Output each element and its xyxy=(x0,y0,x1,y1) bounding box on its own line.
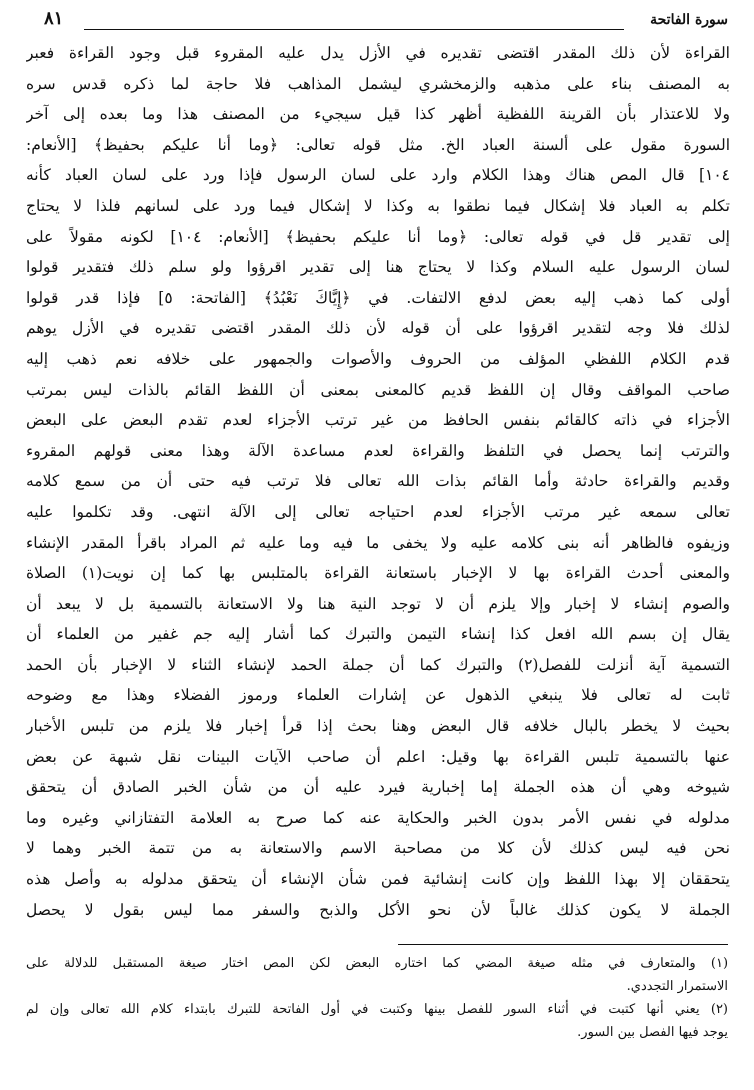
text-line: وقديم والقراءة حادثة وأما القائم بذات الله تعالى فلا ترتب فيه حتى أن من سمع كلامه xyxy=(26,472,730,491)
header-rule xyxy=(84,29,624,30)
text-line: عنها بالتسمية تلبس القراءة بها وقيل: اعلم أن صاحب الآيات البينات نقل شبهة عن بعض xyxy=(26,747,730,766)
text-line: يقال إن بسم الله افعل كذا إنشاء التيمن والتبرك كما أشار إليه جم غفير من العلماء أن xyxy=(26,625,730,644)
text-line: الجملة لا يكون كذلك غالباً لأن نحو الأكل والذبح والسفر مما ليس بقول لا يحصل xyxy=(26,900,730,919)
text-line: أولى كما ذهب إليه بعض لدفع الالتفات. في ﴿إِيَّاكَ نَعْبُدُ﴾ [الفاتحة: ٥] فإذا قدر قولوا xyxy=(26,288,730,307)
text-line: ولا للاعتذار بأن القرينة اللفظية أظهر كذا قيل سيجيء من المصنف هذا وما بعده إلى آخر xyxy=(26,105,730,124)
text-line: صاحب المواقف وقال إن اللفظ قديم كالمعنى بمعنى أن اللفظ القائم بالذات ليس بمرتب xyxy=(26,380,730,399)
page-header xyxy=(44,8,728,36)
text-line: القراءة لأن ذلك المقدر اقتضى تقديره في الأزل يدل عليه المقروء قبل وجود القراءة فعبر xyxy=(26,44,730,62)
text-line: ثابت له تعالى فلا ينبغي الذهول عن إشارات العلماء ورموز الفضلاء وهذا مع وضوحه xyxy=(26,686,730,705)
text-line: قدم الكلام اللفظي المؤلف من الحروف والأصوات والجمهور على خلافه نعم ذهب إليه xyxy=(26,349,730,368)
text-line: السورة مقول على ألسنة العباد الخ. مثل قوله تعالى: ﴿وما أنا عليكم بحفيظ﴾ [الأنعام: xyxy=(26,135,730,154)
footnote-line: (١) والمتعارف في مثله صيغة المضي كما اختاره البعض لكن المص اختار صيغة المستقبل للدلالة على xyxy=(26,956,728,971)
page-number: ٨١ xyxy=(44,8,64,29)
text-line: والترتب إنما يحصل في التلفظ والقراءة لعدم مساعدة الآلة وهذا معنى قولهم المقروء xyxy=(26,441,730,460)
text-line: نحن فيه ليس كذلك لأن كلا من مصاحبة الاسم والاستعانة به من تتمة الخبر وهما لا xyxy=(26,839,730,858)
text-line: إلى تقدير قل في قوله تعالى: ﴿وما أنا عليكم بحفيظ﴾ [الأنعام: ١٠٤] لكونه مقولاً على xyxy=(26,227,730,246)
footnote-separator xyxy=(398,944,728,945)
footnotes xyxy=(26,952,728,1044)
footnote-line: الاستمرار التجددي. xyxy=(626,979,728,994)
footnote-line: (٢) يعني أنها كتبت في أثناء السور للفصل بينها وكتبت في أول الفاتحة للتبرك بابتداء كلام الله تعالى وإن لم xyxy=(26,1002,728,1017)
text-line: الأجزاء في ذاته كالقائم بنفس الحافظ من غير ترتب الأجزاء لعدم تقدم البعض على البعض xyxy=(26,411,730,430)
text-line: وزيفوه فالظاهر أنه بنى كلامه عليه ولا يخفى ما فيه وما عليه ثم المراد باقرأ المقدر الإنشاء xyxy=(26,533,730,552)
text-line: تعالى سمعه غير مرتب الأجزاء لعدم احتياجه تعالى إلى الآلة انتهى. وقد تكلموا عليه xyxy=(26,502,730,521)
text-line: والصوم إنشاء لا إخبار وإلا يلزم أن لا توجد النية هنا ولا الاستعانة بالتسمية بل لا يبعد أن xyxy=(26,594,730,613)
text-line: لذلك فلا وجه لتقدير اقرؤوا على أن قوله لأن ذلك المقدر اقتضى تقديره في الأزل يوهم xyxy=(26,319,730,338)
text-line: به المصنف بناء على مذهبه والزمخشري ليشمل المذاهب فلا حاجة لما ذكره قدس سره xyxy=(26,74,730,93)
text-line: التسمية آية أنزلت للفصل(٢) والتبرك كما أن جملة الحمد لإنشاء الثناء لا الإخبار بأن الحمد xyxy=(26,655,730,674)
text-line: والمعنى أحدث القراءة بها لا الإخبار باستعانة القراءة بالمتلبس بها كما إن نويت(١) الصلاة xyxy=(26,564,730,583)
text-line: مدلوله في نفس الأمر بدون الخبر والحكاية عنه كما صرح به العلامة التفتازاني وغيره وما xyxy=(26,808,730,827)
text-line: يتحققان إلا بهذا اللفظ وإن كانت إنشائية فمن شأن الإنشاء أن يتحقق مدلوله به وأصل هذه xyxy=(26,870,730,889)
text-line: لسان الرسول عليه السلام وكذا لا يحتاج هنا إلى تقدير اقرؤوا ولو سلم ذلك فتقدير قولوا xyxy=(26,258,730,277)
text-line: شيوخه وهي أن هذه الجملة إما إخبارية فيرد عليه أن من شأن الخبر الصادق أن يتحقق xyxy=(26,778,730,797)
main-text xyxy=(26,38,730,925)
text-line: بحيث لا يخطر بالبال خلافه قال البعض وهنا بحث إذا قرأ إخبار فلا يلزم من تلبس الأخبار xyxy=(26,717,730,736)
text-line: ١٠٤] قال المص هناك وهذا الكلام وارد على لسان الرسول فإذا ورد على لسان العباد كأنه xyxy=(26,166,730,185)
footnote-line: يوجد فيها الفصل بين السور. xyxy=(577,1025,728,1040)
running-title: سورة الفاتحة xyxy=(650,12,728,28)
text-line: تكلم به العباد فلا إشكال فيما نطقوا به وكذا لا إشكال فيما ورد على لسانهم فلذا لا يحتاج xyxy=(26,196,730,215)
